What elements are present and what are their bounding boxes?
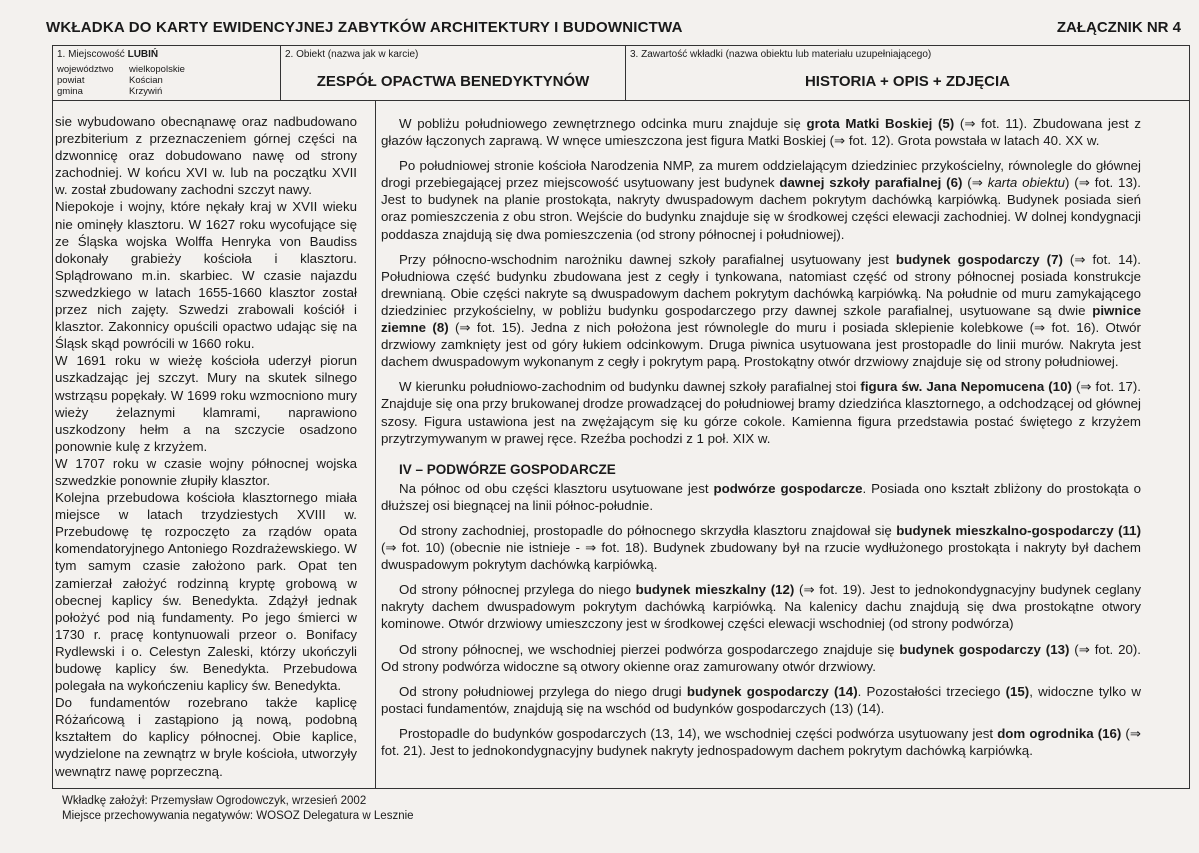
history-column: sie wybudowano obecnąnawę oraz nadbudowano prezbiterium z przeznaczeniem górnej części na dzwonnicę oraz dobudowano nawę od strony zachodniej. W końcu XVI w. lub na początku XVII w. został zbudowany zachodni szczyt nawy. Niepokoje i wojny, które nękały kraj w XVII wieku nie ominęły klasztoru. W 1627 roku wycofujące się ze Śląska wojska Wolffa Henryka von Baudiss dokonały grabieży kościoła i klasztoru. Splądrowano m.in. skarbiec. W czasie najazdu szwedzkiego w latach 1655-1660 klasztor został przez nich zajęty. Szwedzi zrabowali kościół i klasztor. Zakonnicy opuścili opactwo udając się na Śląsk skąd powrócili w 1660 roku. W 1691 roku w wieżę kościoła uderzył piorun uszkadzając jej szczyt. Mury na skutek silnego wstrząsu popękały. W 1699 roku wzmocniono mury wieży żelaznymi klamrami, naprawiono uszkodzony hełm a na szczycie osadzono ponownie kulę z krzyżem. W 1707 roku w czasie wojny północnej wojska szwedzkie ponownie złupiły klasztor. Kolejna przebudowa kościoła klasztornego miała miejsce w latach trzydziestych XVIII w. Przebudowę tę rozpoczęto za rządów opata komendatoryjnego Antoniego Rozdrażewskiego. W tym samym czasie założono park. Opat ten zamierzał założyć rodzinną kryptę grobową w obecnej kaplicy św. Benedykta. Zdążył jednak położyć pod nią fundamenty. Po jego śmierci w 1730 r. pracę kontynuowali przeor o. Bonifacy Rydlewski i o. Celestyn Zaleski, którzy ukończyli budowę kaplicy św. Benedykta. Przebudowa polegała na wykończeniu kaplicy św. Benedykta. Do fundamentów rozebrano także kaplicę Różańcową i zastąpiono ją nową, podobną kształtem do kaplicy północnej. Obie kaplice, wydzielone na zewnątrz w bryle kościoła, utworzyły wewnątrz nawę poprzeczną. <box>55 114 358 779</box>
paragraph-farm-13: Od strony północnej, we wschodniej pierzei podwórza gospodarczego znajduje się budynek gospodarczy (13) (⇒ fot. 20). Od strony podwórza widoczne są otwory okienne oraz zamurowany otwór drzwiowy. <box>381 641 1141 674</box>
paragraph-residential-farm: Od strony zachodniej, prostopadle do północnego skrzydła klasztoru znajdował się budynek mieszkalno-gospodarczy (11) (⇒ fot. 10) (obecnie nie istnieje - ⇒ fot. 18). Budynek zbudowany był na rzucie wydłużonego prostokąta i nakryty był dachem dwuspadowym pokrytym dachówką karpiówką. <box>381 522 1141 573</box>
section-title: IV – PODWÓRZE GOSPODARCZE <box>399 461 616 477</box>
description-column <box>381 115 1141 767</box>
location-value: LUBIŃ <box>127 49 159 60</box>
location-details <box>53 60 280 97</box>
author-line: Wkładkę założył: Przemysław Ogrodowczyk, wrzesień 2002 <box>62 795 367 807</box>
paragraph-school: Po południowej stronie kościoła Narodzenia NMP, za murem oddzielającym dziedziniec przykościelny, równolegle do głównej drogi przebiegającej przez miejscowość usytuowany jest budynek dawnej szkoły parafialnej (6) (⇒ karta obiektu) (⇒ fot. 13). Jest to budynek na planie prostokąta, nakryty dwuspadowym dachem pokrytym dachówką karpiówką. Budynek posiada sień oraz pomieszczenia z obu stron. Wejście do budynku znajduje się w środkowej części elewacji zachodniej. W dolnej kondygnacji poddasza znajdują się dwa pomieszczenia (od strony północnej i południowej). <box>381 158 1141 242</box>
location-cell <box>53 46 281 100</box>
content-area <box>52 101 1190 789</box>
insert-value: HISTORIA + OPIS + ZDJĘCIA <box>804 73 1011 90</box>
location-label: 1. Miejscowość LUBIŃ <box>57 49 159 60</box>
commune-value: Krzywiń <box>129 86 163 97</box>
paragraph-nepomucene: W kierunku południowo-zachodnim od budynku dawnej szkoły parafialnej stoi figura św. Jana Nepomucena (10) (⇒ fot. 17). Znajduje się ona przy brukowanej drodze prowadzącej do południowej bramy dziedzińca klasztornego, a odchodzącej od głównej szosy. Figura ustawiona jest na zwężającym się ku górze cokole. Kamienna figura przedstawia postać świętego z krzyżem przytrzymywanym w prawej ręce. Rzeźba pochodzi z 1 poł. XIX w. <box>381 379 1141 446</box>
county-value: Kościan <box>129 75 163 86</box>
object-label: 2. Obiekt (nazwa jak w karcie) <box>285 49 419 60</box>
paragraph-residential: Od strony północnej przylega do niego budynek mieszkalny (12) (⇒ fot. 19). Jest to jednokondygnacyjny budynek ceglany nakryty dachem dwuspadowym pokrytym dachówką karpiówką. Na kalenicy dachu znajdują się dwa prostokątne otwory kominowe. Otwór drzwiowy umieszczony jest w środkowej części elewacji wschodniej (od strony podwórza) <box>381 582 1142 632</box>
annex-number: ZAŁĄCZNIK NR 4 <box>1056 19 1181 36</box>
document-title: WKŁADKA DO KARTY EWIDENCYJNEJ ZABYTKÓW ARCHITEKTURY I BUDOWNICTWA <box>46 19 683 36</box>
paragraph-yard: Na północ od obu części klasztoru usytuowane jest podwórze gospodarcze. Posiada ono kształt zbliżony do prostokąta o dłuższej osi biegnącej na linii północ-południe. <box>381 480 1141 513</box>
object-value: ZESPÓŁ OPACTWA BENEDYKTYNÓW <box>316 73 590 90</box>
column-divider <box>375 101 376 789</box>
paragraph-gardener: Prostopadle do budynków gospodarczych (13, 14), we wschodniej części podwórza usytuowany jest dom ogrodnika (16) (⇒ fot. 21). Jest to jednokondygnacyjny budynek nakryty jednospadowym dachem pokrytym dachówką karpiówką. <box>381 725 1141 758</box>
voivodeship-label: województwo <box>57 64 114 75</box>
negatives-location-line: Miejsce przechowywania negatywów: WOSOZ Delegatura w Lesznie <box>62 809 414 822</box>
footer <box>62 794 414 823</box>
object-cell <box>281 46 626 100</box>
paragraph-farm-14: Od strony południowej przylega do niego drugi budynek gospodarczy (14). Pozostałości trzeciego (15), widoczne tylko w postaci fundamentów, znajdują się na wschód od budynków gospodarczych (13) (14). <box>381 683 1141 716</box>
commune-label: gmina <box>57 86 83 97</box>
voivodeship-value: wielkopolskie <box>129 64 185 75</box>
metadata-table <box>52 45 1190 101</box>
insert-label: 3. Zawartość wkładki (nazwa obiektu lub materiału uzupełniającego) <box>630 49 932 60</box>
paragraph-farm-building: Przy północno-wschodnim narożniku dawnej szkoły parafialnej usytuowany jest budynek gospodarczy (7) (⇒ fot. 14). Południowa część budynku zbudowana jest z cegły i tynkowana, natomiast część od strony północnej posiada konstrukcje drewnianą. Obie części nakryte są dwuspadowym dachem pokrytym dachówką karpiówką. Na południe od muru zamykającego dziedziniec przykościelny, w pobliżu budynku gospodarczego przy dawnej szkole parafialnej, usytuowane są dwie piwnice ziemne (8) (⇒ fot. 15). Jedna z nich położona jest równolegle do muru i posiada sklepienie kolebkowe (⇒ fot. 16). Otwór drzwiowy zamknięty jest od góry łukiem odcinkowym. Druga piwnica usytuowana jest prostopadle do linii murów. Nakryta jest dachem dwuspadowym wykonanym z cegły i pokrytym papą. Prostokątny otwór drzwiowy znajduje się od strony południowej. <box>381 251 1141 370</box>
county-label: powiat <box>57 75 85 86</box>
paragraph-grotto: W pobliżu południowego zewnętrznego odcinka muru znajduje się grota Matki Boskiej (5) (⇒ fot. 11). Zbudowana jest z głazów łączonych zaprawą. W wnęce umieszczona jest figura Matki Boskiej (⇒ fot. 12). Grota powstała w latach 40. XX w. <box>381 116 1141 149</box>
insert-content-cell <box>626 46 1189 100</box>
